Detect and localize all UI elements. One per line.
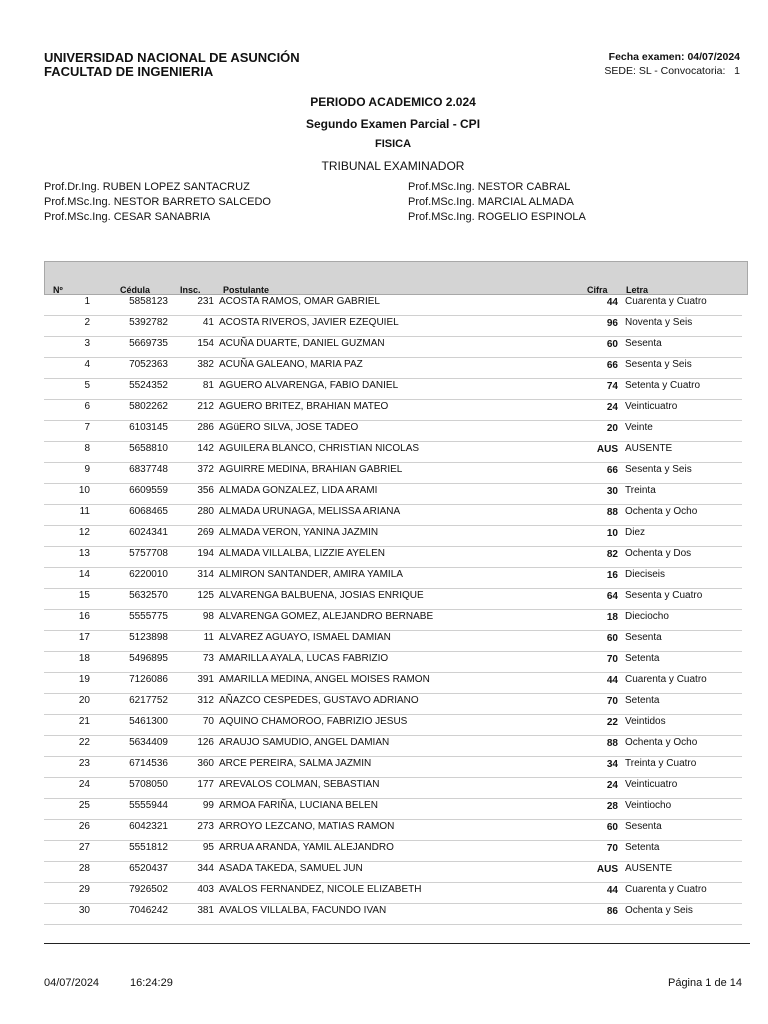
professor: Prof.Dr.Ing. RUBEN LOPEZ SANTACRUZ [44, 181, 250, 193]
row-insc: 95 [202, 842, 214, 853]
row-insc: 344 [197, 863, 214, 874]
row-insc: 194 [197, 548, 214, 559]
row-letra: Veinte [625, 422, 653, 433]
row-cifra: 88 [606, 738, 618, 749]
row-letra: Setenta [625, 653, 660, 664]
table-row [44, 673, 742, 694]
academic-period: PERIODO ACADEMICO 2.024 [310, 95, 476, 109]
row-insc: 314 [197, 569, 214, 580]
row-letra: Dieciocho [625, 611, 669, 622]
row-cifra: 96 [606, 318, 618, 329]
row-letra: Ochenta y Ocho [625, 506, 698, 517]
row-insc: 269 [197, 527, 214, 538]
row-number: 6 [84, 401, 90, 412]
row-number: 18 [78, 653, 90, 664]
row-cifra: 16 [606, 570, 618, 581]
table-row [44, 757, 742, 778]
row-cedula: 5802262 [129, 401, 168, 412]
col-number: Nº [53, 285, 63, 295]
row-insc: 403 [197, 884, 214, 895]
row-postulante: ARCE PEREIRA, SALMA JAZMIN [219, 758, 372, 769]
tribunal-title: TRIBUNAL EXAMINADOR [321, 159, 465, 173]
row-insc: 273 [197, 821, 214, 832]
row-number: 24 [78, 779, 90, 790]
row-insc: 41 [202, 317, 214, 328]
university-name: UNIVERSIDAD NACIONAL DE ASUNCIÓN [44, 50, 300, 65]
row-postulante: AGUERO BRITEZ, BRAHIAN MATEO [219, 401, 389, 412]
row-insc: 286 [197, 422, 214, 433]
row-cedula: 5551812 [129, 842, 168, 853]
subject-title: FISICA [374, 138, 412, 150]
row-cifra: 44 [606, 675, 618, 686]
row-cifra: 70 [606, 654, 618, 665]
professor: Prof.MSc.Ing. CESAR SANABRIA [44, 211, 211, 223]
row-letra: Sesenta [625, 632, 662, 643]
row-insc: 391 [197, 674, 214, 685]
row-number: 27 [78, 842, 90, 853]
row-postulante: ALMADA VILLALBA, LIZZIE AYELEN [219, 548, 386, 559]
exam-date: Fecha examen: 04/07/2024 [608, 51, 740, 63]
row-cifra: 18 [606, 612, 618, 623]
row-letra: Sesenta y Seis [625, 359, 692, 370]
faculty-name: FACULTAD DE INGENIERIA [44, 64, 214, 79]
row-cedula: 5496895 [129, 653, 168, 664]
row-number: 3 [84, 338, 90, 349]
table-row [44, 610, 742, 631]
row-cifra: 88 [606, 507, 618, 518]
row-cedula: 6837748 [129, 464, 168, 475]
row-cifra: 70 [606, 843, 618, 854]
row-postulante: AGüERO SILVA, JOSE TADEO [219, 422, 359, 433]
row-number: 15 [78, 590, 90, 601]
row-letra: Sesenta [625, 338, 662, 349]
table-row [44, 862, 742, 883]
row-postulante: AMARILLA MEDINA, ANGEL MOISES RAMON [219, 674, 430, 685]
row-letra: Ochenta y Ocho [625, 737, 698, 748]
row-number: 16 [78, 611, 90, 622]
row-letra: Ochenta y Dos [625, 548, 692, 559]
row-letra: Setenta [625, 695, 660, 706]
row-number: 12 [78, 527, 90, 538]
row-cedula: 5392782 [129, 317, 168, 328]
footer-time: 16:24:29 [130, 977, 173, 989]
professor: Prof.MSc.Ing. NESTOR BARRETO SALCEDO [44, 196, 271, 208]
row-cedula: 5555775 [129, 611, 168, 622]
bottom-divider [44, 943, 750, 944]
row-postulante: AMARILLA AYALA, LUCAS FABRIZIO [219, 653, 389, 664]
row-postulante: ALVAREZ AGUAYO, ISMAEL DAMIAN [219, 632, 391, 643]
row-cifra: 44 [606, 885, 618, 896]
row-number: 4 [84, 359, 90, 370]
row-cifra: 10 [606, 528, 618, 539]
row-letra: Setenta y Cuatro [625, 380, 701, 391]
table-row [44, 652, 742, 673]
row-insc: 356 [197, 485, 214, 496]
row-cifra: 22 [606, 717, 618, 728]
col-cifra: Cifra [587, 285, 608, 295]
table-row [44, 694, 742, 715]
table-row [44, 358, 742, 379]
row-letra: Cuarenta y Cuatro [625, 674, 707, 685]
row-postulante: ARAUJO SAMUDIO, ANGEL DAMIAN [219, 737, 390, 748]
results-table [44, 295, 742, 925]
row-number: 23 [78, 758, 90, 769]
row-cifra: AUS [596, 864, 618, 875]
row-insc: 11 [203, 632, 214, 643]
row-letra: Sesenta y Seis [625, 464, 692, 475]
table-row [44, 442, 742, 463]
row-insc: 231 [197, 296, 214, 307]
row-letra: Sesenta [625, 821, 662, 832]
row-insc: 99 [202, 800, 214, 811]
row-insc: 98 [202, 611, 214, 622]
row-cedula: 7052363 [129, 359, 168, 370]
row-letra: Dieciseis [625, 569, 666, 580]
row-cedula: 5123898 [129, 632, 168, 643]
row-cedula: 6520437 [129, 863, 168, 874]
row-cedula: 5632570 [129, 590, 168, 601]
row-cedula: 7126086 [129, 674, 168, 685]
row-insc: 154 [197, 338, 214, 349]
table-row [44, 379, 742, 400]
table-row [44, 316, 742, 337]
row-cifra: 30 [606, 486, 618, 497]
row-insc: 177 [197, 779, 214, 790]
row-cifra: 24 [606, 780, 618, 791]
row-letra: Veintidos [625, 716, 666, 727]
row-number: 21 [78, 716, 90, 727]
row-number: 19 [78, 674, 90, 685]
row-postulante: ARRUA ARANDA, YAMIL ALEJANDRO [219, 842, 394, 853]
professor: Prof.MSc.Ing. ROGELIO ESPINOLA [408, 211, 586, 223]
row-number: 7 [84, 422, 90, 433]
row-cifra: 28 [606, 801, 618, 812]
row-cifra: 60 [606, 633, 618, 644]
row-number: 5 [84, 380, 90, 391]
col-letra: Letra [626, 285, 649, 295]
sede-convocatoria: SEDE: SL - Convocatoria: 1 [604, 65, 740, 77]
row-postulante: ALMADA GONZALEZ, LIDA ARAMI [219, 485, 378, 496]
row-number: 29 [78, 884, 90, 895]
table-row [44, 421, 742, 442]
row-postulante: ALVARENGA GOMEZ, ALEJANDRO BERNABE [219, 611, 434, 622]
table-row [44, 736, 742, 757]
row-cedula: 7046242 [129, 905, 168, 916]
row-letra: Sesenta y Cuatro [625, 590, 703, 601]
row-insc: 70 [202, 716, 214, 727]
row-postulante: ACOSTA RIVEROS, JAVIER EZEQUIEL [219, 317, 399, 328]
row-insc: 142 [197, 443, 214, 454]
row-cedula: 5524352 [129, 380, 168, 391]
row-cifra: 82 [606, 549, 618, 560]
row-cifra: 60 [606, 822, 618, 833]
row-letra: Setenta [625, 842, 660, 853]
row-cedula: 6024341 [129, 527, 168, 538]
row-letra: Veinticuatro [625, 401, 678, 412]
table-row [44, 526, 742, 547]
row-number: 17 [78, 632, 90, 643]
row-letra: Cuarenta y Cuatro [625, 884, 707, 895]
row-postulante: AQUINO CHAMOROO, FABRIZIO JESUS [219, 716, 408, 727]
row-postulante: ARMOA FARIÑA, LUCIANA BELEN [219, 800, 378, 811]
row-letra: Ochenta y Seis [625, 905, 693, 916]
row-number: 2 [84, 317, 90, 328]
row-postulante: ALMADA URUNAGA, MELISSA ARIANA [219, 506, 401, 517]
row-postulante: ALMADA VERON, YANINA JAZMIN [219, 527, 379, 538]
footer-date: 04/07/2024 [44, 977, 100, 989]
exam-title: Segundo Examen Parcial - CPI [305, 117, 481, 131]
row-cedula: 6103145 [129, 422, 168, 433]
row-letra: Veintiocho [625, 800, 672, 811]
row-number: 8 [84, 443, 90, 454]
row-postulante: ACOSTA RAMOS, OMAR GABRIEL [219, 296, 380, 307]
row-cifra: 86 [606, 906, 618, 917]
row-cifra: 64 [606, 591, 618, 602]
table-row [44, 505, 742, 526]
table-row [44, 778, 742, 799]
professors-right [408, 180, 586, 225]
row-insc: 381 [197, 905, 214, 916]
row-cifra: AUS [596, 444, 618, 455]
row-postulante: AVALOS FERNANDEZ, NICOLE ELIZABETH [219, 884, 422, 895]
row-cedula: 5708050 [129, 779, 168, 790]
row-letra: Treinta [625, 485, 656, 496]
row-number: 28 [78, 863, 90, 874]
row-insc: 382 [197, 359, 214, 370]
row-cedula: 6220010 [129, 569, 168, 580]
table-header [44, 261, 748, 295]
professors-left [44, 180, 271, 225]
table-row [44, 547, 742, 568]
row-postulante: AGUERO ALVARENGA, FABIO DANIEL [219, 380, 399, 391]
table-row [44, 568, 742, 589]
row-number: 1 [84, 296, 90, 307]
row-number: 26 [78, 821, 90, 832]
table-row [44, 715, 742, 736]
row-postulante: ALVARENGA BALBUENA, JOSIAS ENRIQUE [219, 590, 424, 601]
table-row [44, 904, 742, 925]
row-postulante: ACUÑA GALEANO, MARIA PAZ [219, 359, 363, 370]
row-postulante: ACUÑA DUARTE, DANIEL GUZMAN [219, 338, 385, 349]
table-row [44, 463, 742, 484]
row-cedula: 6068465 [129, 506, 168, 517]
col-cedula: Cédula [120, 285, 151, 295]
institution-header [44, 51, 300, 79]
row-postulante: ALMIRON SANTANDER, AMIRA YAMILA [219, 569, 403, 580]
row-postulante: AGUIRRE MEDINA, BRAHIAN GABRIEL [219, 464, 403, 475]
row-postulante: ASADA TAKEDA, SAMUEL JUN [219, 863, 363, 874]
row-cedula: 5461300 [129, 716, 168, 727]
table-row [44, 400, 742, 421]
table-row [44, 841, 742, 862]
row-letra: AUSENTE [625, 443, 673, 454]
row-postulante: AGUILERA BLANCO, CHRISTIAN NICOLAS [219, 443, 420, 454]
row-cifra: 20 [606, 423, 618, 434]
table-row [44, 337, 742, 358]
row-postulante: AVALOS VILLALBA, FACUNDO IVAN [219, 905, 387, 916]
row-letra: AUSENTE [625, 863, 673, 874]
row-insc: 360 [197, 758, 214, 769]
row-cedula: 5555944 [129, 800, 168, 811]
row-number: 20 [78, 695, 90, 706]
professor: Prof.MSc.Ing. NESTOR CABRAL [408, 181, 571, 193]
row-insc: 312 [197, 695, 214, 706]
row-number: 11 [79, 506, 90, 517]
row-postulante: AREVALOS COLMAN, SEBASTIAN [219, 779, 380, 790]
row-number: 30 [78, 905, 90, 916]
row-insc: 280 [197, 506, 214, 517]
table-row [44, 820, 742, 841]
table-row [44, 631, 742, 652]
table-row [44, 484, 742, 505]
row-letra: Treinta y Cuatro [625, 758, 697, 769]
col-insc: Insc. [180, 285, 201, 295]
table-row [44, 295, 742, 316]
row-number: 10 [78, 485, 90, 496]
row-cedula: 6217752 [129, 695, 168, 706]
table-row [44, 799, 742, 820]
row-number: 25 [78, 800, 90, 811]
row-insc: 125 [197, 590, 214, 601]
row-number: 13 [78, 548, 90, 559]
exam-meta [604, 50, 740, 78]
row-letra: Veinticuatro [625, 779, 678, 790]
row-letra: Cuarenta y Cuatro [625, 296, 707, 307]
row-cifra: 66 [606, 465, 618, 476]
table-row [44, 589, 742, 610]
row-insc: 212 [197, 401, 214, 412]
row-cedula: 5669735 [129, 338, 168, 349]
row-insc: 81 [202, 380, 214, 391]
table-row [44, 883, 742, 904]
row-cedula: 5658810 [129, 443, 168, 454]
row-cedula: 7926502 [129, 884, 168, 895]
row-letra: Noventa y Seis [625, 317, 693, 328]
row-insc: 372 [197, 464, 214, 475]
row-cedula: 6609559 [129, 485, 168, 496]
row-cifra: 60 [606, 339, 618, 350]
row-number: 9 [84, 464, 90, 475]
col-postulante: Postulante [223, 285, 270, 295]
row-cifra: 74 [606, 381, 618, 392]
row-cedula: 5757708 [129, 548, 168, 559]
row-postulante: AÑAZCO CESPEDES, GUSTAVO ADRIANO [219, 695, 419, 706]
professor: Prof.MSc.Ing. MARCIAL ALMADA [408, 196, 574, 208]
footer-page: Página 1 de 14 [667, 977, 742, 989]
row-number: 14 [78, 569, 90, 580]
row-cifra: 70 [606, 696, 618, 707]
row-cifra: 44 [606, 297, 618, 308]
row-insc: 73 [202, 653, 214, 664]
row-cedula: 6042321 [129, 821, 168, 832]
row-letra: Diez [625, 527, 646, 538]
row-insc: 126 [197, 737, 214, 748]
row-number: 22 [78, 737, 90, 748]
row-cedula: 6714536 [129, 758, 168, 769]
row-cifra: 66 [606, 360, 618, 371]
row-cedula: 5858123 [129, 296, 168, 307]
row-postulante: ARROYO LEZCANO, MATIAS RAMON [219, 821, 395, 832]
row-cedula: 5634409 [129, 737, 168, 748]
row-cifra: 24 [606, 402, 618, 413]
row-cifra: 34 [606, 759, 618, 770]
